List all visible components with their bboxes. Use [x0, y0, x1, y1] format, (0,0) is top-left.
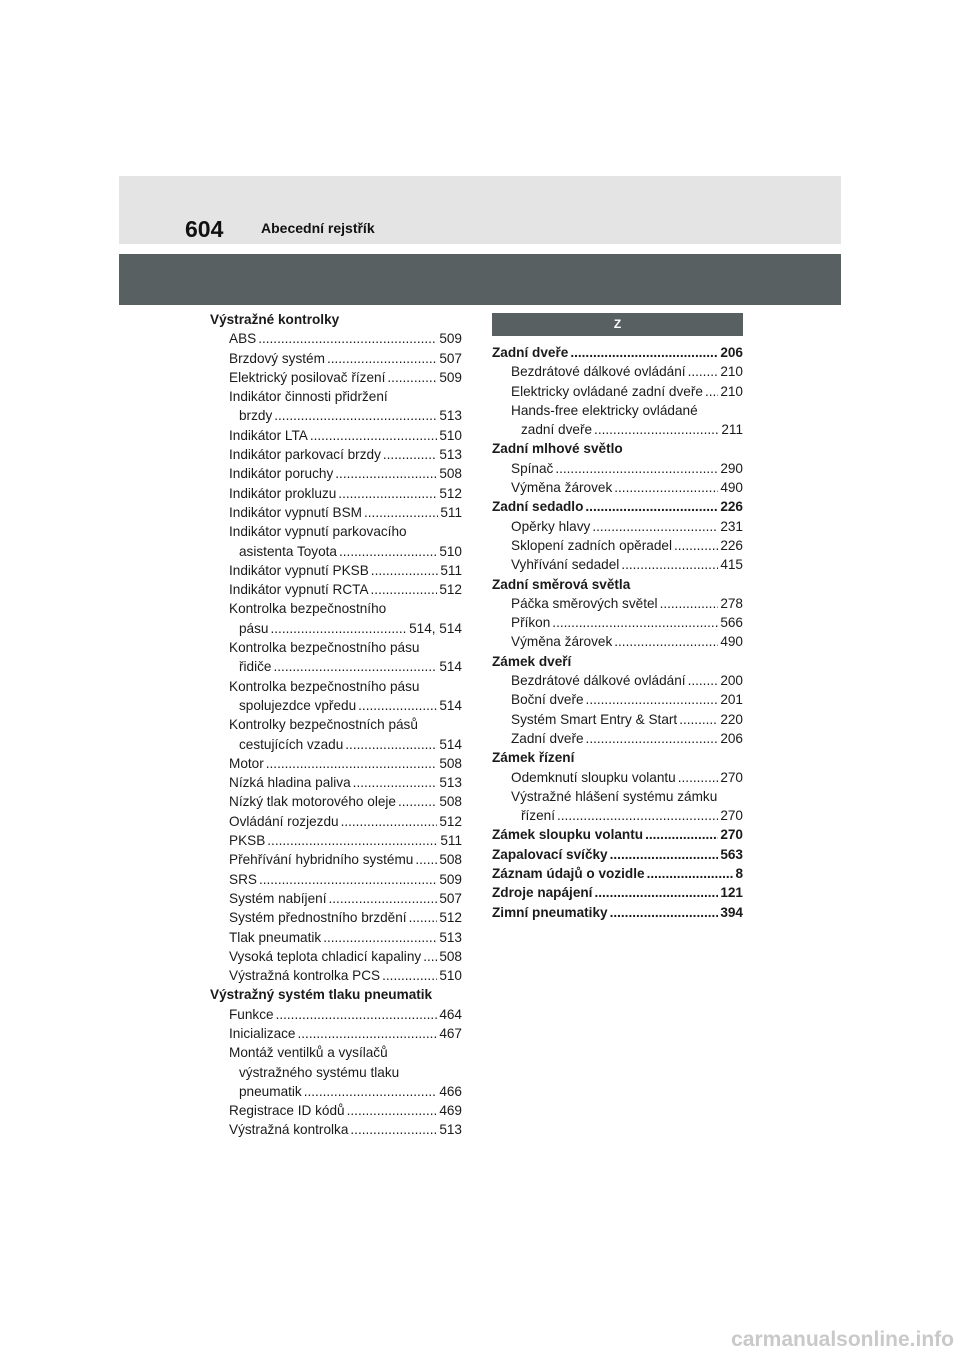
index-entry: [210, 445, 462, 464]
index-term: pásu: [239, 620, 269, 636]
index-entry: [492, 401, 743, 420]
index-term: Spínač: [511, 460, 554, 476]
index-entry: [492, 825, 743, 844]
index-term: Nízký tlak motorového oleje: [229, 794, 396, 810]
dot-leader: [610, 903, 719, 922]
page-reference: 226: [720, 537, 743, 553]
dot-leader: [647, 864, 734, 883]
index-term: Zadní dveře: [492, 345, 569, 360]
index-term: Indikátor vypnutí parkovacího: [229, 524, 407, 540]
index-term: řidiče: [239, 659, 272, 675]
index-term: Indikátor vypnutí BSM: [229, 504, 362, 520]
index-entry: [210, 310, 462, 329]
page-reference: 394: [720, 904, 743, 920]
index-entry: [210, 484, 462, 503]
page-reference: 566: [720, 615, 743, 631]
page-reference: 512: [439, 910, 462, 926]
index-entry: [492, 555, 743, 574]
page-reference: 509: [439, 369, 462, 385]
page-reference: 511: [440, 562, 462, 578]
dot-leader: [298, 1024, 438, 1043]
index-term: Záznam údajů o vozidle: [492, 866, 645, 882]
dot-leader: [338, 484, 437, 503]
page-reference: 508: [439, 755, 462, 771]
index-term: Zapalovací svíčky: [492, 846, 608, 862]
index-entry: [210, 831, 462, 850]
dot-leader: [371, 561, 439, 580]
index-term: ABS: [229, 331, 257, 347]
index-term: Systém přednostního brzdění: [229, 910, 407, 926]
index-term: Indikátor vypnutí RCTA: [229, 582, 369, 598]
index-term: Zdroje napájení: [492, 885, 593, 901]
dot-leader: [353, 773, 438, 792]
index-term: Výstražná kontrolka: [229, 1122, 349, 1138]
dot-leader: [341, 812, 438, 831]
page-reference: 290: [720, 460, 743, 476]
dot-leader: [276, 1005, 438, 1024]
page-reference: 464: [439, 1006, 462, 1022]
page-reference: 466: [439, 1083, 462, 1099]
index-term: Odemknutí sloupku volantu: [511, 769, 676, 785]
index-entry: [210, 542, 462, 561]
index-term: Výměna žárovek: [511, 480, 613, 496]
page-reference: 507: [439, 890, 462, 906]
page-reference: 514: [439, 697, 462, 713]
dot-leader: [660, 594, 719, 613]
page-reference: 490: [720, 634, 743, 650]
index-term: zadní dveře: [521, 422, 593, 438]
page-reference: 220: [720, 711, 743, 727]
index-term: Boční dveře: [511, 692, 584, 708]
index-entry: [210, 580, 462, 599]
index-term: řízení: [521, 808, 555, 824]
dot-leader: [267, 831, 438, 850]
index-entry: [492, 903, 743, 922]
dot-leader: [350, 1120, 437, 1139]
index-term: PKSB: [229, 833, 266, 849]
page-reference: 201: [720, 692, 743, 708]
index-entry: [492, 459, 743, 478]
index-term: Výstražný systém tlaku pneumatik: [210, 987, 433, 1003]
index-term: Elektrický posilovač řízení: [229, 369, 386, 385]
index-term: Zámek sloupku volantu: [492, 827, 644, 843]
dot-leader: [358, 696, 437, 715]
index-term: Bezdrátové dálkové ovládání: [511, 673, 686, 689]
index-term: Bezdrátové dálkové ovládání: [511, 364, 686, 380]
index-term: Kontrolka bezpečnostního pásu: [229, 678, 420, 694]
index-entry: [210, 1120, 462, 1139]
dot-leader: [258, 329, 437, 348]
index-entry: [210, 792, 462, 811]
dot-leader: [339, 542, 437, 561]
index-entry: [210, 522, 462, 541]
index-entry: [210, 985, 462, 1004]
index-term: Systém nabíjení: [229, 890, 327, 906]
dot-leader: [387, 368, 437, 387]
dot-leader: [705, 382, 718, 401]
page-reference: 510: [439, 543, 462, 559]
page-reference: 469: [439, 1103, 462, 1119]
index-term: Tlak pneumatik: [229, 929, 322, 945]
index-term: Indikátor parkovací brzdy: [229, 447, 381, 463]
index-term: Indikátor vypnutí PKSB: [229, 562, 369, 578]
page-reference: 509: [439, 871, 462, 887]
dot-leader: [594, 420, 719, 439]
dot-leader: [382, 966, 437, 985]
dot-leader: [688, 362, 719, 381]
page-reference: 270: [720, 769, 743, 785]
index-entry: [492, 613, 743, 632]
dot-leader: [398, 792, 437, 811]
index-entry: [210, 928, 462, 947]
page-header: [119, 176, 841, 244]
dot-leader: [555, 459, 718, 478]
dot-leader: [364, 503, 438, 522]
index-term: Zámek řízení: [492, 750, 575, 766]
page-reference: 210: [720, 364, 743, 380]
page-reference: 514, 514: [409, 620, 462, 636]
page-reference: 507: [439, 350, 462, 366]
index-entry: [210, 464, 462, 483]
page-reference: 270: [720, 827, 743, 843]
page-reference: 200: [720, 673, 743, 689]
index-term: Výstražné kontrolky: [210, 312, 340, 327]
page-reference: 508: [439, 466, 462, 482]
index-entry: [492, 671, 743, 690]
index-term: Inicializace: [229, 1025, 296, 1041]
index-entry: [210, 561, 462, 580]
index-term: Motor: [229, 755, 264, 771]
dot-leader: [586, 729, 719, 748]
dot-leader: [347, 1101, 438, 1120]
index-term: Přehřívání hybridního systému: [229, 852, 414, 868]
page-number: 604: [185, 216, 224, 242]
index-term: Funkce: [229, 1006, 274, 1022]
dot-leader: [383, 445, 437, 464]
index-term: Montáž ventilků a vysílačů: [229, 1045, 388, 1061]
page-reference: 563: [720, 846, 743, 862]
page-reference: 508: [439, 852, 462, 868]
dot-leader: [415, 850, 437, 869]
page-reference: 514: [439, 659, 462, 675]
index-entry: [492, 632, 743, 651]
index-term: Brzdový systém: [229, 350, 325, 366]
index-term: Vyhřívání sedadel: [511, 557, 620, 573]
page-reference: 511: [440, 504, 462, 520]
index-entry: [210, 696, 462, 715]
index-entry: [492, 497, 743, 516]
index-entry: [210, 1063, 462, 1082]
index-entry: [492, 362, 743, 381]
index-term: Nízká hladina paliva: [229, 775, 351, 791]
index-term: Zadní sedadlo: [492, 499, 584, 515]
dot-leader: [557, 806, 718, 825]
index-entry: [492, 420, 743, 439]
index-entry: [492, 517, 743, 536]
dot-leader: [266, 754, 438, 773]
dot-leader: [621, 555, 718, 574]
index-entry: [210, 908, 462, 927]
index-term: Indikátor LTA: [229, 427, 308, 443]
dot-leader: [371, 580, 438, 599]
dot-leader: [674, 536, 718, 555]
page-reference: 509: [439, 331, 462, 347]
dot-leader: [270, 619, 407, 638]
index-entry: [492, 478, 743, 497]
page-reference: 513: [439, 775, 462, 791]
dot-leader: [570, 343, 718, 362]
index-entry: [210, 329, 462, 348]
page-reference: 514: [439, 736, 462, 752]
index-entry: [492, 382, 743, 401]
index-entry: [210, 1005, 462, 1024]
index-entry: [492, 864, 743, 883]
dot-leader: [678, 768, 719, 787]
index-term: Hands-free elektricky ovládané: [511, 402, 698, 418]
index-term: výstražného systému tlaku: [239, 1064, 400, 1080]
index-term: Indikátor činnosti přidržení: [229, 389, 388, 405]
index-entry: [210, 870, 462, 889]
index-entry: [492, 343, 743, 362]
page-reference: 206: [720, 345, 743, 360]
dot-leader: [614, 478, 718, 497]
dot-leader: [594, 883, 718, 902]
index-term: Ovládání rozjezdu: [229, 813, 339, 829]
index-term: Sklopení zadních opěradel: [511, 537, 672, 553]
index-term: Zadní dveře: [511, 730, 584, 746]
index-entry: [210, 1082, 462, 1101]
page-reference: 513: [439, 929, 462, 945]
dot-leader: [610, 845, 719, 864]
page-reference: 513: [439, 1122, 462, 1138]
index-entry: [492, 768, 743, 787]
page-reference: 270: [720, 808, 743, 824]
index-entry: [210, 966, 462, 985]
index-entry: [210, 773, 462, 792]
index-entry: [492, 806, 743, 825]
index-entry: [210, 406, 462, 425]
page-reference: 415: [720, 557, 743, 573]
index-column-left: [210, 310, 462, 1140]
index-entry: [210, 368, 462, 387]
index-entry: [210, 735, 462, 754]
index-term: Zadní směrová světla: [492, 576, 631, 592]
page-reference: 512: [439, 485, 462, 501]
dot-leader: [586, 690, 719, 709]
index-entry: [210, 349, 462, 368]
index-entry: [210, 638, 462, 657]
index-entry: [492, 439, 743, 458]
index-entry: [210, 677, 462, 696]
index-term: Zámek dveří: [492, 653, 572, 669]
page-reference: 512: [439, 582, 462, 598]
index-entry: [492, 690, 743, 709]
index-term: Indikátor poruchy: [229, 466, 334, 482]
index-term: Kontrolka bezpečnostního: [229, 601, 387, 617]
index-entry: [492, 594, 743, 613]
dot-leader: [409, 908, 438, 927]
dot-leader: [304, 1082, 438, 1101]
index-entry: [210, 387, 462, 406]
dot-leader: [585, 497, 718, 516]
page-reference: 510: [439, 427, 462, 443]
dot-leader: [679, 710, 718, 729]
page-reference: 121: [720, 885, 743, 901]
page-reference: 490: [720, 480, 743, 496]
index-entry: [492, 710, 743, 729]
page-reference: 226: [720, 499, 743, 515]
dot-leader: [274, 406, 437, 425]
letter-divider: Z: [492, 313, 743, 336]
index-term: SRS: [229, 871, 257, 887]
index-term: Systém Smart Entry & Start: [511, 711, 678, 727]
dot-leader: [688, 671, 719, 690]
index-entry: [210, 754, 462, 773]
page-reference: 206: [720, 730, 743, 746]
dot-leader: [423, 947, 437, 966]
index-term: Příkon: [511, 615, 551, 631]
index-term: Vysoká teplota chladicí kapaliny: [229, 948, 422, 964]
index-entry: [210, 1024, 462, 1043]
index-term: brzdy: [239, 408, 273, 424]
dot-leader: [327, 349, 437, 368]
page-reference: 510: [439, 968, 462, 984]
index-entry: [210, 1101, 462, 1120]
index-entry: [492, 652, 743, 671]
index-term: Kontrolky bezpečnostních pásů: [229, 717, 418, 733]
watermark: carmanualsonline.info: [731, 1328, 954, 1351]
index-entry: [210, 812, 462, 831]
index-term: Elektricky ovládané zadní dveře: [511, 383, 703, 399]
index-term: Registrace ID kódů: [229, 1103, 345, 1119]
index-term: Páčka směrových světel: [511, 595, 658, 611]
index-entry: [492, 787, 743, 806]
index-term: Výstražná kontrolka PCS: [229, 968, 381, 984]
page-reference: 512: [439, 813, 462, 829]
index-entry: [210, 850, 462, 869]
dot-leader: [592, 517, 718, 536]
index-term: pneumatik: [239, 1083, 302, 1099]
dot-leader: [552, 613, 718, 632]
page-reference: 278: [720, 595, 743, 611]
page-reference: 513: [439, 408, 462, 424]
index-term: spolujezdce vpředu: [239, 697, 357, 713]
index-term: cestujících vzadu: [239, 736, 344, 752]
index-term: Výstražné hlášení systému zámku: [511, 788, 718, 804]
index-term: Zadní mlhové světlo: [492, 441, 623, 457]
dot-leader: [645, 825, 718, 844]
index-entry: [210, 947, 462, 966]
dot-leader: [310, 426, 437, 445]
header-band: [119, 254, 841, 305]
dot-leader: [328, 889, 437, 908]
dot-leader: [323, 928, 437, 947]
index-term: asistenta Toyota: [239, 543, 337, 559]
dot-leader: [273, 657, 437, 676]
page-reference: 467: [439, 1025, 462, 1041]
index-term: Indikátor prokluzu: [229, 485, 337, 501]
index-entry: [210, 503, 462, 522]
index-entry: [210, 426, 462, 445]
index-entry: [210, 715, 462, 734]
page-reference: 511: [440, 833, 462, 849]
index-entry: [210, 1043, 462, 1062]
page-reference: 210: [720, 383, 743, 399]
index-entry: [492, 536, 743, 555]
index-term: Zimní pneumatiky: [492, 904, 608, 920]
page-reference: 508: [439, 948, 462, 964]
index-entry: [492, 845, 743, 864]
index-entry: [210, 619, 462, 638]
index-term: Opěrky hlavy: [511, 518, 591, 534]
page-reference: 231: [720, 518, 743, 534]
dot-leader: [614, 632, 718, 651]
index-entry: [492, 748, 743, 767]
page-reference: 8: [735, 866, 743, 882]
index-term: Kontrolka bezpečnostního pásu: [229, 640, 420, 656]
index-entry: [492, 883, 743, 902]
page-reference: 513: [439, 447, 462, 463]
index-entry: [492, 575, 743, 594]
index-entry: [492, 729, 743, 748]
dot-leader: [259, 870, 437, 889]
dot-leader: [335, 464, 437, 483]
index-column-right: [492, 310, 743, 922]
index-entry: [210, 889, 462, 908]
page-reference: 508: [439, 794, 462, 810]
section-title: Abecední rejstřík: [261, 220, 375, 236]
index-entries-right: [492, 343, 743, 922]
dot-leader: [345, 735, 437, 754]
index-term: Výměna žárovek: [511, 634, 613, 650]
index-entry: [210, 599, 462, 618]
page-reference: 211: [721, 422, 743, 438]
index-entry: [210, 657, 462, 676]
